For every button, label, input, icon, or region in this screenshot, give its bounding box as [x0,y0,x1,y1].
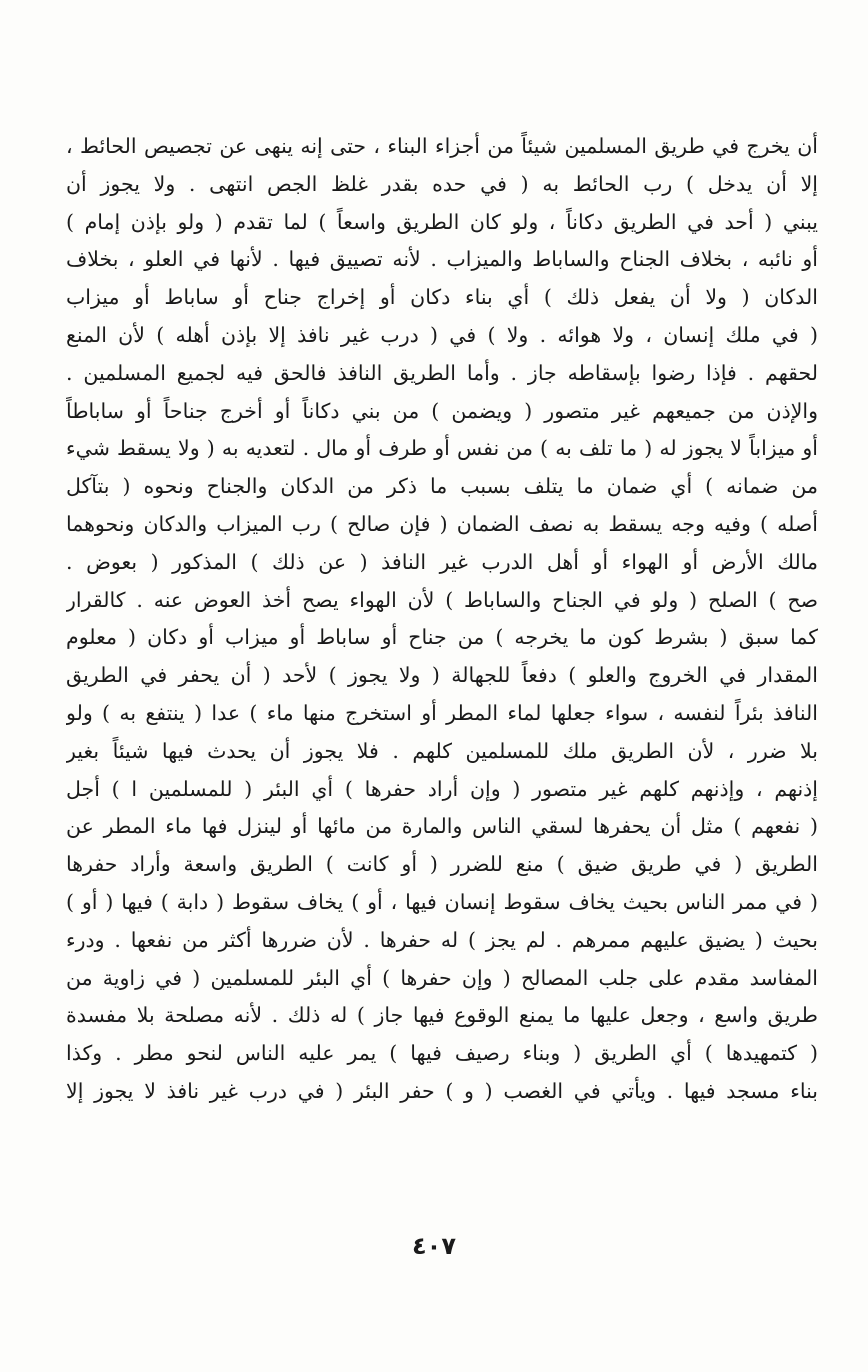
text-line: أصله ) وفيه وجه يسقط به نصف الضمان ( فإن صالح ) رب الميزاب والدكان ونحوهما [66,511,818,536]
text-line: ( كتمهيدها ) أي الطريق ( وبناء رصيف فيها ) يمر عليه الناس لنحو مطر . وكذا [66,1041,818,1066]
text-line: ( نفعهم ) مثل أن يحفرها لسقي الناس والمارة من مائها أو لينزل فها ماء المطر عن [66,814,818,839]
text-line: كما سبق ( بشرط كون ما يخرجه ) من جناح أو ساباط أو ميزاب أو دكان ( معلوم [66,625,818,650]
text-line: النافذ بئراً لنفسه ، سواء جعلها لماء المطر أو استخرج منها ماء ) عدا ( ينتفع به ) ولو [66,700,818,725]
text-line: ( في ملك إنسان ، ولا هوائه . ولا ) في ( درب غير نافذ إلا بإذن أهله ) لأن المنع [66,322,818,347]
text-line: الدكان ( ولا أن يفعل ذلك ) أي بناء دكان أو إخراج جناح أو ساباط أو ميزاب [66,285,818,310]
text-line: بناء مسجد فيها . ويأتي في الغصب ( و ) حفر البئر ( في درب غير نافذ لا يجوز إلا [66,1078,818,1103]
text-line: صح ) الصلح ( ولو في الجناح والساباط ) لأن الهواء يصح أخذ العوض عنه . كالقرار [66,587,818,612]
text-line: بلا ضرر ، لأن الطريق ملك للمسلمين كلهم . فلا يجوز أن يحدث فيها شيئاً بغير [66,738,818,763]
body-text [66,128,818,1111]
text-line: والإذن من جميعهم غير متصور ( ويضمن ) من بني دكاناً أو أخرج جناحاً أو ساباطاً [66,398,818,423]
text-line: من ضمانه ) أي ضمان ما يتلف بسبب ما ذكر من الدكان والجناح ونحوه ( بتآكل [66,474,818,499]
text-line: بحيث ( يضيق عليهم ممرهم . لم يجز ) له حفرها . لأن ضررها أكثر من نفعها . ودرء [66,927,818,952]
text-line: إذنهم ، وإذنهم كلهم غير متصور ( وإن أراد حفرها ) أي البئر ( للمسلمين ا ) أجل [66,776,818,801]
text-line: أو ميزاباً لا يجوز له ( ما تلف به ) من نفس أو طرف أو مال . لتعديه به ( ولا يسقط شيء [66,436,818,461]
text-line: المفاسد مقدم على جلب المصالح ( وإن حفرها ) أي البئر للمسلمين ( في زاوية من [66,965,818,990]
text-line: أو نائبه ، بخلاف الجناح والساباط والميزاب . لأنه تصييق فيها . لأنها في العلو ، بخلاف [66,247,818,272]
text-line: إلا أن يدخل ) رب الحائط به ( في حده بقدر غلظ الجص انتهى . ولا يجوز أن [66,171,818,196]
text-line: أن يخرج في طريق المسلمين شيئاً من أجزاء البناء ، حتى إنه ينهى عن تجصيص الحائط ، [66,134,818,158]
text-line: ( في ممر الناس بحيث يخاف سقوط إنسان فيها ، أو ) يخاف سقوط ( دابة ) فيها ( أو ) [66,889,818,914]
text-line: طريق واسع ، وجعل عليها ما يمنع الوقوع فيها جاز ) له ذلك . لأنه مصلحة بلا مفسدة [66,1003,818,1028]
text-line: يبني ( أحد في الطريق دكاناً ، ولو كان الطريق واسعاً ) لما تقدم ( ولو بإذن إمام ) [66,209,818,234]
text-line: المقدار في الخروج والعلو ) دفعاً للجهالة ( ولا يجوز ) لأحد ( أن يحفر في الطريق [66,663,818,688]
page-number: ٤٠٧ [412,1232,456,1260]
text-line: مالك الأرض أو الهواء أو أهل الدرب غير النافذ ( عن ذلك ) المذكور ( بعوض . [66,549,818,574]
text-line: الطريق ( في طريق ضيق ) منع للضرر ( أو كانت ) الطريق واسعة وأراد حفرها [66,852,818,877]
text-line: لحقهم . فإذا رضوا بإسقاطه جاز . وأما الطريق النافذ فالحق فيه لجميع المسلمين . [66,360,818,385]
